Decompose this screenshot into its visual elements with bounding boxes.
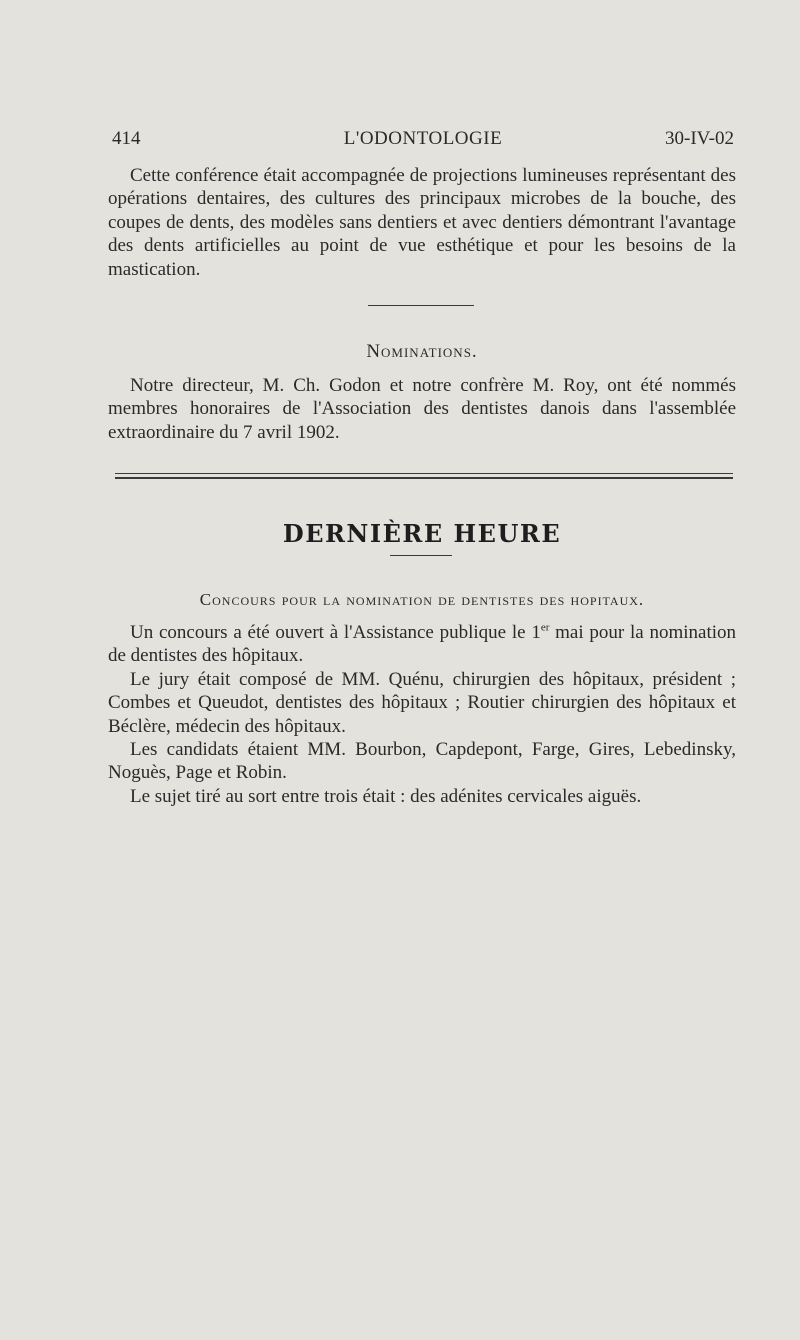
- derniere-heure-heading: DERNIÈRE HEURE: [282, 519, 562, 548]
- p1-ordinal-suffix: er: [540, 621, 550, 634]
- page-header: [112, 128, 734, 158]
- concours-paragraph-4: Le sujet tiré au sort entre trois était : des adénites cervicales aiguës.: [130, 786, 642, 807]
- issue-date: 30-IV-02: [665, 128, 734, 149]
- running-title: L'ODONTOLOGIE: [343, 128, 503, 149]
- nominations-paragraph: Notre directeur, M. Ch. Godon et notre confrère M. Roy, ont été nommés membres honoraires de l'Association des dentistes danois dans l'assemblée extraordinaire du 7 avril 1902.: [108, 375, 736, 443]
- section-divider-double: [115, 473, 733, 479]
- nominations-heading: Nominations.: [366, 341, 478, 362]
- page-number: 414: [112, 128, 141, 149]
- p1-text-end: mai pour la nomination de dentistes des hôpitaux.: [108, 622, 736, 667]
- concours-paragraph-1: [108, 621, 736, 668]
- heading-underline: [390, 555, 452, 556]
- p1-text-start: Un concours a été ouvert à l'Assistance publique le 1: [130, 622, 541, 643]
- concours-subheading: Concours pour la nomination de dentistes des hopitaux.: [199, 590, 645, 609]
- concours-paragraph-2: Le jury était composé de MM. Quénu, chirurgien des hôpitaux, président ; Combes et Queudot, dentistes des hôpitaux ; Routier chirurgien des hôpitaux et Béclère, médecin des hôpitaux.: [108, 669, 736, 737]
- concours-paragraph-3: Les candidats étaient MM. Bourbon, Capdepont, Farge, Gires, Lebedinsky, Noguès, Page et Robin.: [108, 739, 736, 784]
- section-divider-short: [368, 305, 474, 306]
- intro-paragraph: Cette conférence était accompagnée de projections lumineuses représentant des opérations dentaires, des cultures des principaux microbes de la bouche, des coupes de dents, des modèles sans dentiers et avec dentiers démontrant l'avantage des dents artificielles au point de vue esthétique et pour les besoins de la mastication.: [108, 165, 736, 280]
